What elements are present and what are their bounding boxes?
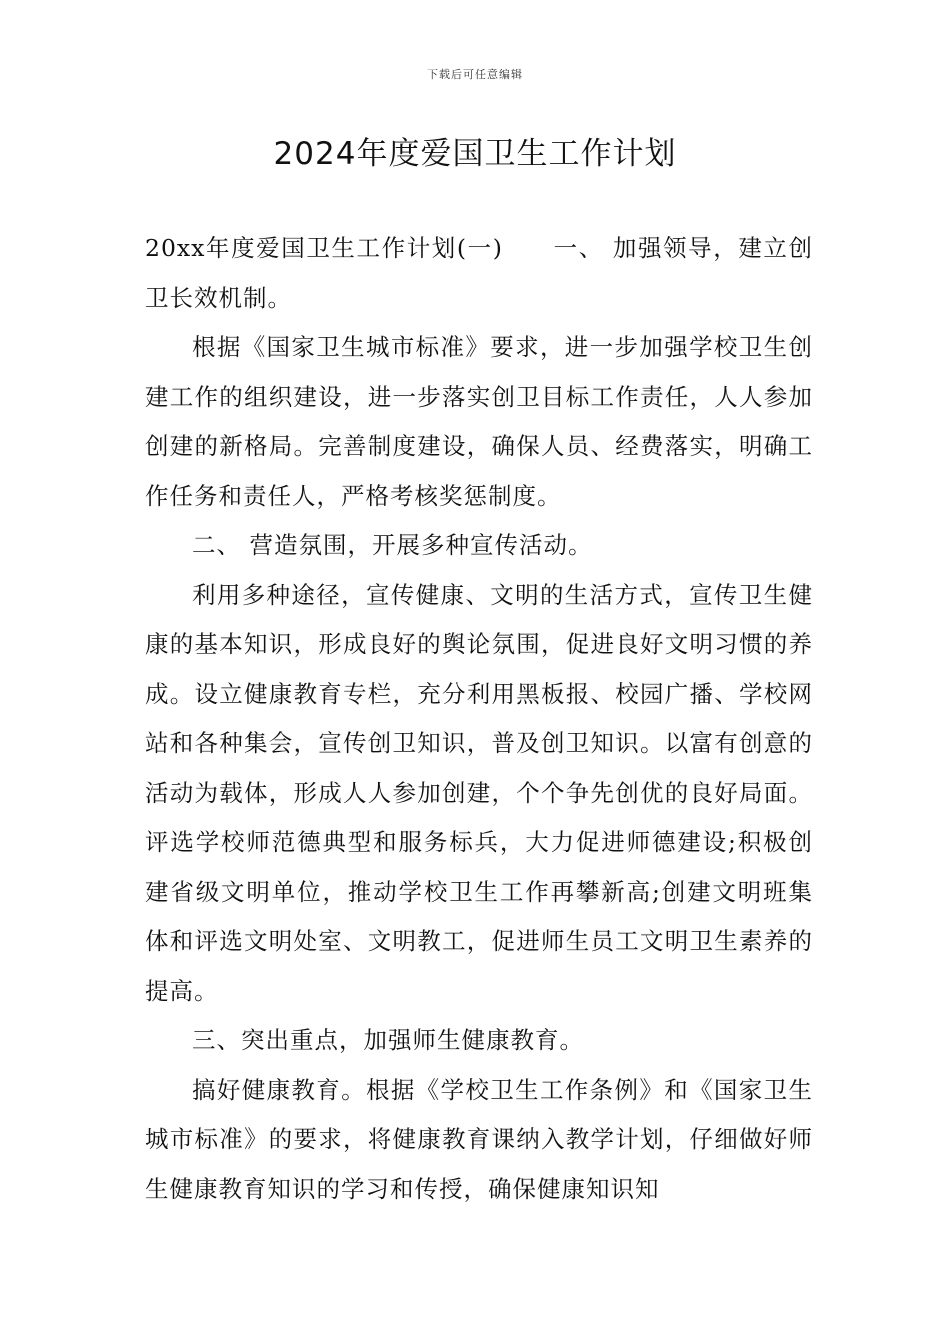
paragraph: 根据《国家卫生城市标准》要求，进一步加强学校卫生创建工作的组织建设，进一步落实创卫目标工作责任，人人参加创建的新格局。完善制度建设，确保人员、经费落实，明确工作任务和责任人，严格考核奖惩制度。 xyxy=(145,333,813,510)
header-note: 下载后可任意编辑 xyxy=(427,68,523,81)
section-heading: 三、突出重点，加强师生健康教育。 xyxy=(192,1026,584,1054)
section-heading: 二、 营造氛围，开展多种宣传活动。 xyxy=(192,531,593,559)
paragraph: 利用多种途径，宣传健康、文明的生活方式，宣传卫生健康的基本知识，形成良好的舆论氛围，促进良好文明习惯的养成。设立健康教育专栏，充分利用黑板报、校园广播、学校网站和各种集会，宣传创卫知识，普及创卫知识。以富有创意的活动为载体，形成人人参加创建，个个争先创优的良好局面。评选学校师范德典型和服务标兵，大力促进师德建设;积极创建省级文明单位，推动学校卫生工作再攀新高;创建文明班集体和评选文明处室、文明教工，促进师生员工文明卫生素养的提高。 xyxy=(145,580,813,1005)
paragraph-intro: 20xx年度爱国卫生工作计划(一) 一、 加强领导，建立创卫长效机制。 xyxy=(145,234,813,312)
document-body xyxy=(145,224,813,1214)
document-title: 2024年度爱国卫生工作计划 xyxy=(273,136,677,172)
paragraph: 搞好健康教育。根据《学校卫生工作条例》和《国家卫生城市标准》的要求，将健康教育课纳入教学计划，仔细做好师生健康教育知识的学习和传授，确保健康知识知 xyxy=(145,1075,813,1203)
